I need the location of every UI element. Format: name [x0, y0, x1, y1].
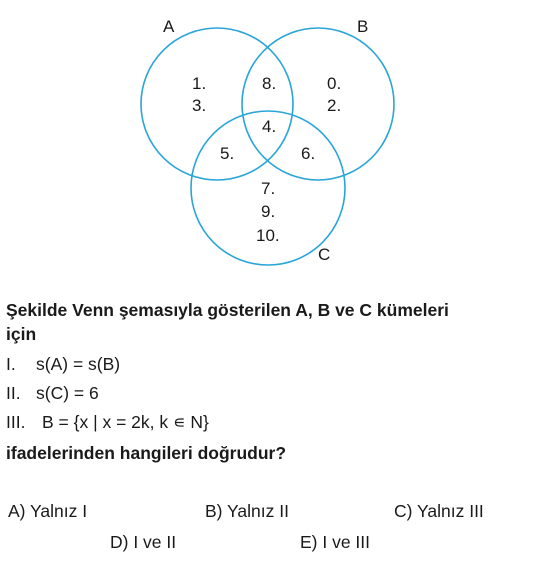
statement-1	[6, 352, 120, 376]
option-b[interactable]: B) Yalnız II	[205, 501, 289, 521]
statement-text: s(C) = 6	[36, 383, 99, 403]
c-only-element: 9.	[261, 202, 276, 221]
statement-numeral: III.	[6, 412, 26, 432]
statement-2	[6, 381, 99, 405]
a-only-element: 3.	[192, 96, 207, 115]
option-a[interactable]: A) Yalnız I	[8, 501, 88, 521]
set-a-circle	[141, 28, 293, 180]
statement-text: s(A) = s(B)	[36, 354, 121, 374]
question-stem-cont: için	[6, 324, 37, 344]
b-only-element: 2.	[327, 96, 342, 115]
option-d[interactable]: D) I ve II	[110, 532, 177, 552]
set-b-circle	[242, 28, 394, 180]
question-stem: Şekilde Venn şemasıyla gösterilen A, B ve C kümeleri	[6, 300, 449, 320]
option-c[interactable]: C) Yalnız III	[394, 501, 484, 521]
question-closing: ifadelerinden hangileri doğrudur?	[6, 443, 287, 463]
set-a-label: A	[163, 17, 175, 36]
statement-3	[6, 410, 209, 434]
statement-numeral: II.	[6, 383, 21, 403]
venn-diagram	[0, 0, 538, 270]
option-e[interactable]: E) I ve III	[300, 532, 371, 552]
b-only-element: 0.	[327, 74, 342, 93]
a-b-c-element: 4.	[262, 117, 277, 136]
statement-text: B = {x | x = 2k, k ∊ N}	[42, 412, 209, 432]
statement-numeral: I.	[6, 354, 16, 374]
c-only-element: 10.	[256, 226, 280, 245]
set-b-label: B	[357, 17, 369, 36]
b-and-c-element: 6.	[301, 144, 316, 163]
a-only-element: 1.	[192, 74, 207, 93]
a-and-b-element: 8.	[262, 74, 277, 93]
a-and-c-element: 5.	[220, 144, 235, 163]
c-only-element: 7.	[261, 179, 276, 198]
set-c-label: C	[318, 245, 331, 264]
